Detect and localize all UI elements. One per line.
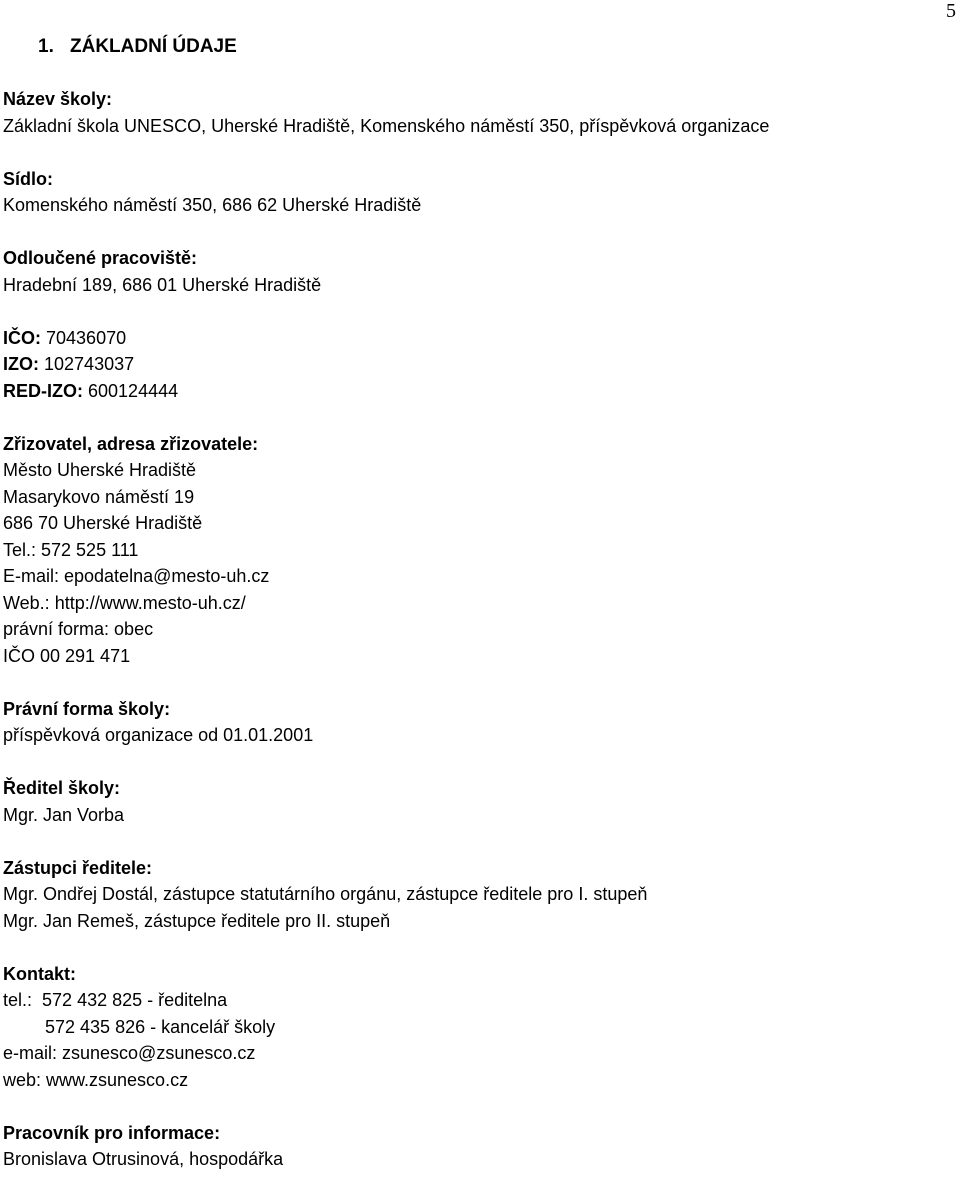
- ico-row: [3, 325, 953, 352]
- section-heading: [38, 34, 953, 60]
- founder-email: E-mail: epodatelna@mesto-uh.cz: [3, 566, 270, 586]
- founder-line: Město Uherské Hradiště: [3, 460, 197, 480]
- redizo-label: RED-IZO:: [3, 380, 83, 401]
- branch-value: Hradební 189, 686 01 Uherské Hradiště: [3, 274, 322, 295]
- contact-tel-label: tel.:: [3, 990, 33, 1010]
- izo-label: IZO:: [3, 354, 39, 374]
- page-number: 5: [946, 0, 956, 22]
- contact-label: Kontakt:: [3, 963, 76, 984]
- school-name-label: Název školy:: [3, 89, 113, 109]
- izo-value: 102743037: [44, 354, 135, 374]
- contact-web: web: www.zsunesco.cz: [3, 1069, 189, 1090]
- deputy-line: Mgr. Ondřej Dostál, zástupce statutárního orgánu, zástupce ředitele pro I. stupeň: [3, 884, 648, 904]
- legal-form-value: příspěvková organizace od 01.01.2001: [3, 725, 314, 745]
- director-label: Ředitel školy:: [3, 778, 121, 798]
- founder-line: 686 70 Uherské Hradiště: [3, 513, 203, 533]
- legal-form-label: Právní forma školy:: [3, 698, 171, 719]
- director-value: Mgr. Jan Vorba: [3, 804, 125, 825]
- redizo-row: [3, 378, 953, 405]
- deputies-label: Zástupci ředitele:: [3, 857, 153, 878]
- founder-legal-form: právní forma: obec: [3, 619, 154, 639]
- deputy-line: Mgr. Jan Remeš, zástupce ředitele pro II. stupeň: [3, 910, 391, 931]
- ico-label: IČO:: [3, 327, 41, 348]
- contact-tel-1: 572 432 825 - ředitelna: [42, 990, 228, 1010]
- seat-value: Komenského náměstí 350, 686 62 Uherské Hradiště: [3, 195, 422, 215]
- contact-tel-2: 572 435 826 - kancelář školy: [45, 1016, 276, 1037]
- redizo-value: 600124444: [88, 380, 179, 401]
- founder-line: Masarykovo náměstí 19: [3, 486, 195, 507]
- founder-web: Web.: http://www.mesto-uh.cz/: [3, 592, 246, 613]
- contact-tel-row: [3, 987, 953, 1014]
- founder-phone: Tel.: 572 525 111: [3, 539, 139, 560]
- school-name-value: Základní škola UNESCO, Uherské Hradiště, Komenského náměstí 350, příspěvková organizace: [3, 115, 770, 136]
- izo-row: [3, 351, 953, 378]
- founder-label: Zřizovatel, adresa zřizovatele:: [3, 433, 259, 454]
- seat-label: Sídlo:: [3, 168, 53, 189]
- info-worker-value: Bronislava Otrusinová, hospodářka: [3, 1149, 284, 1169]
- contact-email: e-mail: zsunesco@zsunesco.cz: [3, 1043, 256, 1063]
- document-body: [3, 34, 953, 1173]
- info-worker-label: Pracovník pro informace:: [3, 1122, 221, 1143]
- section-title: ZÁKLADNÍ ÚDAJE: [70, 36, 237, 57]
- ico-value: 70436070: [46, 327, 127, 348]
- founder-ico: IČO 00 291 471: [3, 645, 131, 666]
- section-number: 1.: [38, 36, 54, 57]
- branch-label: Odloučené pracoviště:: [3, 248, 198, 268]
